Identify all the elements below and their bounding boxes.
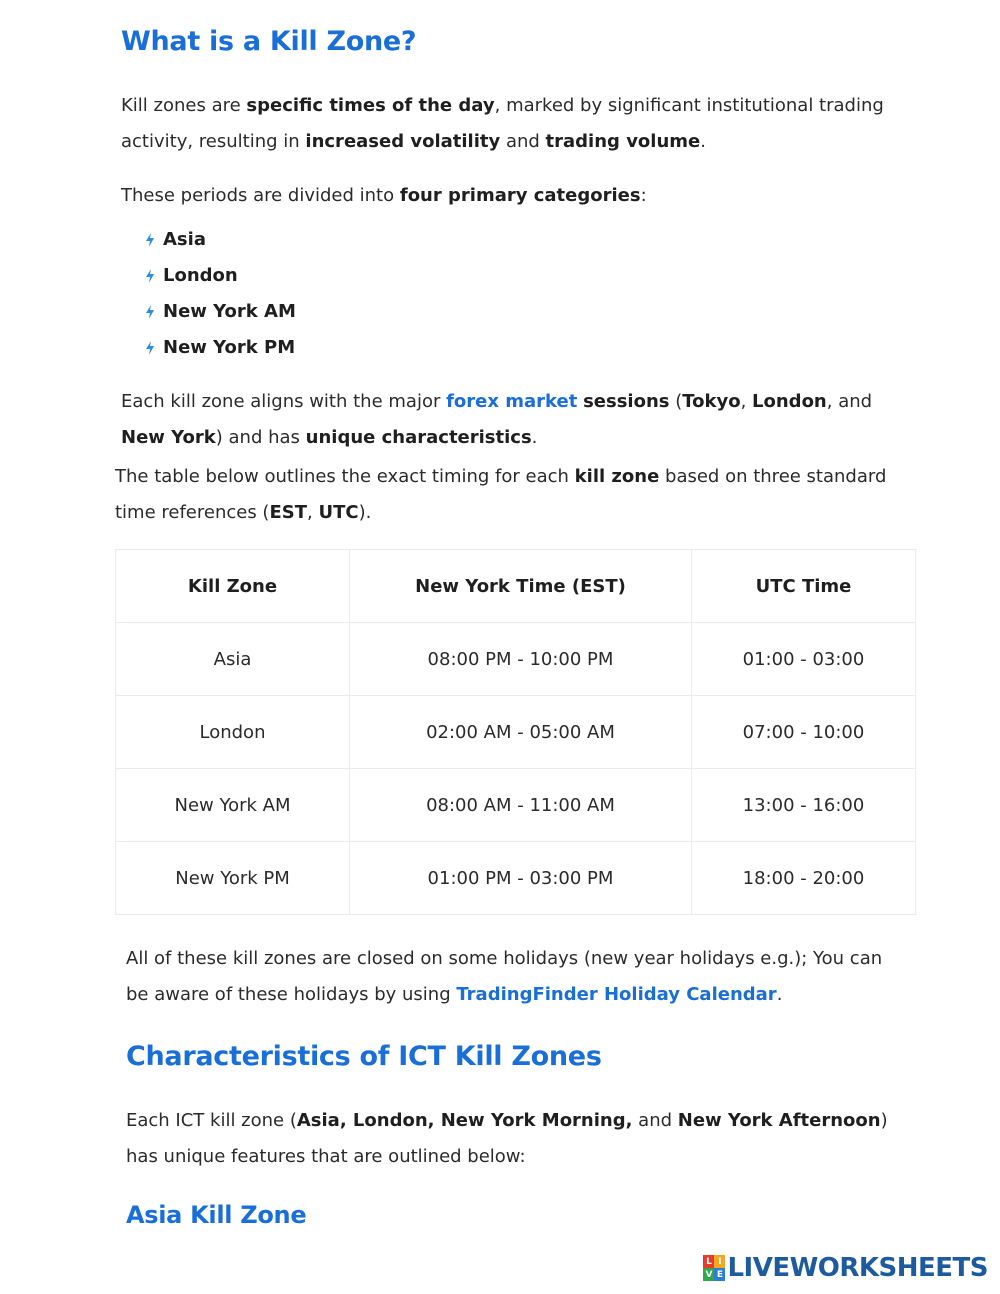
brand-name: LIVEWORKSHEETS (727, 1253, 988, 1283)
lightning-bolt-icon (145, 341, 155, 355)
category-list (145, 222, 296, 366)
holidays-paragraph: All of these kill zones are closed on some holidays (new year holidays e.g.); You can be aware of these holidays by using TradingFinder Holiday Calendar. (126, 948, 883, 1005)
section-heading-characteristics: Characteristics of ICT Kill Zones (126, 1041, 602, 1072)
table-header-row (116, 550, 916, 623)
list-item: London (145, 258, 296, 294)
logo-letter: E (714, 1268, 725, 1281)
logo-letter: L (703, 1255, 714, 1268)
table-cell: 02:00 AM - 05:00 AM (350, 696, 692, 769)
section-heading-asia: Asia Kill Zone (126, 1201, 307, 1229)
table-cell: 01:00 PM - 03:00 PM (350, 842, 692, 915)
list-item: New York PM (145, 330, 296, 366)
forex-market-link[interactable]: forex market (446, 391, 578, 412)
features-paragraph: Each ICT kill zone (Asia, London, New York Morning, and New York Afternoon) has unique features that are outlined below: (126, 1110, 888, 1167)
kill-zone-table (115, 549, 916, 915)
lightning-bolt-icon (145, 305, 155, 319)
page-title: What is a Kill Zone? (121, 26, 417, 57)
periods-paragraph: These periods are divided into four primary categories: (121, 185, 647, 206)
table-row (116, 769, 916, 842)
logo-letter: I (714, 1255, 725, 1268)
column-header: Kill Zone (116, 550, 350, 623)
table-cell: 08:00 PM - 10:00 PM (350, 623, 692, 696)
logo-letter: V (703, 1268, 714, 1281)
liveworksheets-logo (703, 1253, 988, 1283)
lightning-bolt-icon (145, 269, 155, 283)
table-cell: 07:00 - 10:00 (692, 696, 916, 769)
table-cell: New York PM (116, 842, 350, 915)
table-row (116, 623, 916, 696)
table-cell: 08:00 AM - 11:00 AM (350, 769, 692, 842)
intro-paragraph: Kill zones are specific times of the day, marked by significant institutional trading activity, resulting in increased volatility and trading volume. (121, 95, 884, 152)
holiday-calendar-link[interactable]: TradingFinder Holiday Calendar (456, 984, 777, 1005)
table-cell: London (116, 696, 350, 769)
sessions-paragraph: Each kill zone aligns with the major forex market sessions (Tokyo, London, and New York) and has unique characteristics. (121, 391, 873, 448)
column-header: New York Time (EST) (350, 550, 692, 623)
list-item: Asia (145, 222, 296, 258)
lightning-bolt-icon (145, 233, 155, 247)
brand-logo-icon (703, 1255, 725, 1281)
table-cell: Asia (116, 623, 350, 696)
table-cell: 01:00 - 03:00 (692, 623, 916, 696)
table-intro-paragraph: The table below outlines the exact timing for each kill zone based on three standard time references (EST, UTC). (115, 466, 887, 523)
table-cell: 18:00 - 20:00 (692, 842, 916, 915)
list-item: New York AM (145, 294, 296, 330)
table-cell: 13:00 - 16:00 (692, 769, 916, 842)
table-row (116, 696, 916, 769)
table-cell: New York AM (116, 769, 350, 842)
column-header: UTC Time (692, 550, 916, 623)
table-row (116, 842, 916, 915)
